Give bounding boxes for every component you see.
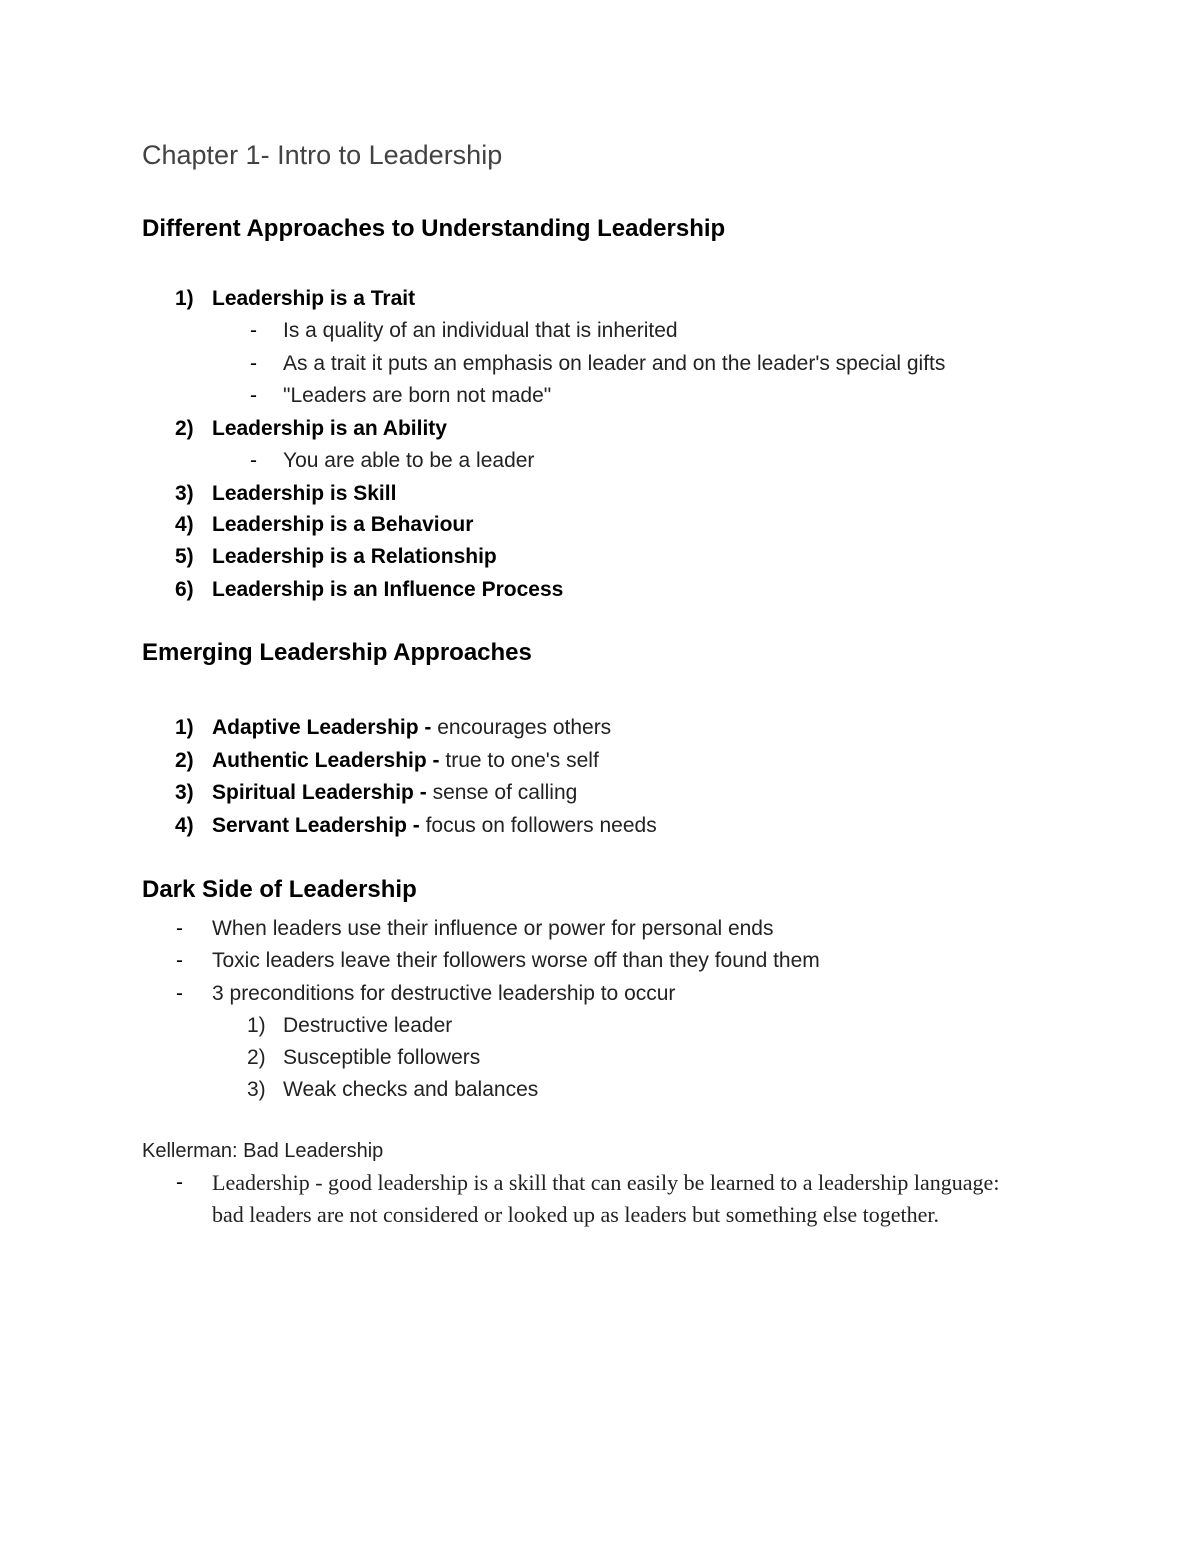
section-heading-approaches: Different Approaches to Understanding Leadership (142, 215, 726, 242)
list-item-label: Authentic Leadership - (212, 749, 440, 772)
section-heading-dark-side: Dark Side of Leadership (142, 876, 417, 903)
list-number: 3) (175, 781, 194, 804)
list-item: Leadership is a Behaviour (212, 513, 474, 536)
paragraph-line: Leadership - good leadership is a skill that can easily be learned to a leadership language: (212, 1170, 1000, 1195)
list-number: 6) (175, 578, 194, 601)
list-number: 2) (175, 417, 194, 440)
list-number: 2) (247, 1046, 266, 1069)
list-item (212, 715, 611, 741)
section-heading-kellerman: Kellerman: Bad Leadership (142, 1140, 384, 1162)
bullet-dash: - (176, 982, 183, 1005)
list-item-desc: encourages others (437, 716, 612, 739)
list-item: Destructive leader (283, 1014, 453, 1037)
bullet-dash: - (250, 319, 257, 342)
bullet-dash: - (250, 449, 257, 472)
list-number: 1) (175, 287, 194, 310)
list-item-desc: focus on followers needs (425, 814, 657, 837)
list-item: Weak checks and balances (283, 1078, 539, 1101)
list-item (212, 813, 657, 839)
list-item-desc: sense of calling (432, 781, 578, 804)
list-number: 5) (175, 545, 194, 568)
list-item-label: Spiritual Leadership - (212, 781, 427, 804)
list-number: 1) (175, 716, 194, 739)
list-item: Leadership is a Trait (212, 287, 416, 310)
list-number: 3) (175, 482, 194, 505)
list-item: You are able to be a leader (283, 449, 535, 472)
list-item-desc: true to one's self (445, 749, 599, 772)
bullet-dash: - (250, 352, 257, 375)
section-heading-emerging: Emerging Leadership Approaches (142, 639, 532, 666)
list-number: 1) (247, 1014, 266, 1037)
list-item: Is a quality of an individual that is inherited (283, 319, 678, 342)
bullet-dash: - (250, 384, 257, 407)
list-item-label: Adaptive Leadership - (212, 716, 432, 739)
list-item: When leaders use their influence or power for personal ends (212, 917, 774, 940)
list-number: 3) (247, 1078, 266, 1101)
paragraph-line: bad leaders are not considered or looked up as leaders but something else together. (212, 1202, 939, 1227)
list-item: As a trait it puts an emphasis on leader and on the leader's special gifts (283, 352, 946, 375)
list-item (212, 748, 599, 774)
bullet-dash: - (176, 949, 183, 972)
list-number: 4) (175, 513, 194, 536)
page-title: Chapter 1- Intro to Leadership (142, 140, 503, 170)
list-item: 3 preconditions for destructive leadership to occur (212, 982, 676, 1005)
bullet-dash: - (176, 1171, 183, 1194)
list-number: 4) (175, 814, 194, 837)
list-item: Leadership is an Ability (212, 417, 447, 440)
list-item: Toxic leaders leave their followers worse off than they found them (212, 949, 820, 972)
list-number: 2) (175, 749, 194, 772)
list-item-label: Servant Leadership - (212, 814, 420, 837)
list-item: Susceptible followers (283, 1046, 481, 1069)
list-item: Leadership is an Influence Process (212, 578, 564, 601)
list-item (212, 780, 577, 806)
list-item: "Leaders are born not made" (283, 384, 552, 407)
list-item: Leadership is a Relationship (212, 545, 497, 568)
list-item: Leadership is Skill (212, 482, 397, 505)
bullet-dash: - (176, 917, 183, 940)
